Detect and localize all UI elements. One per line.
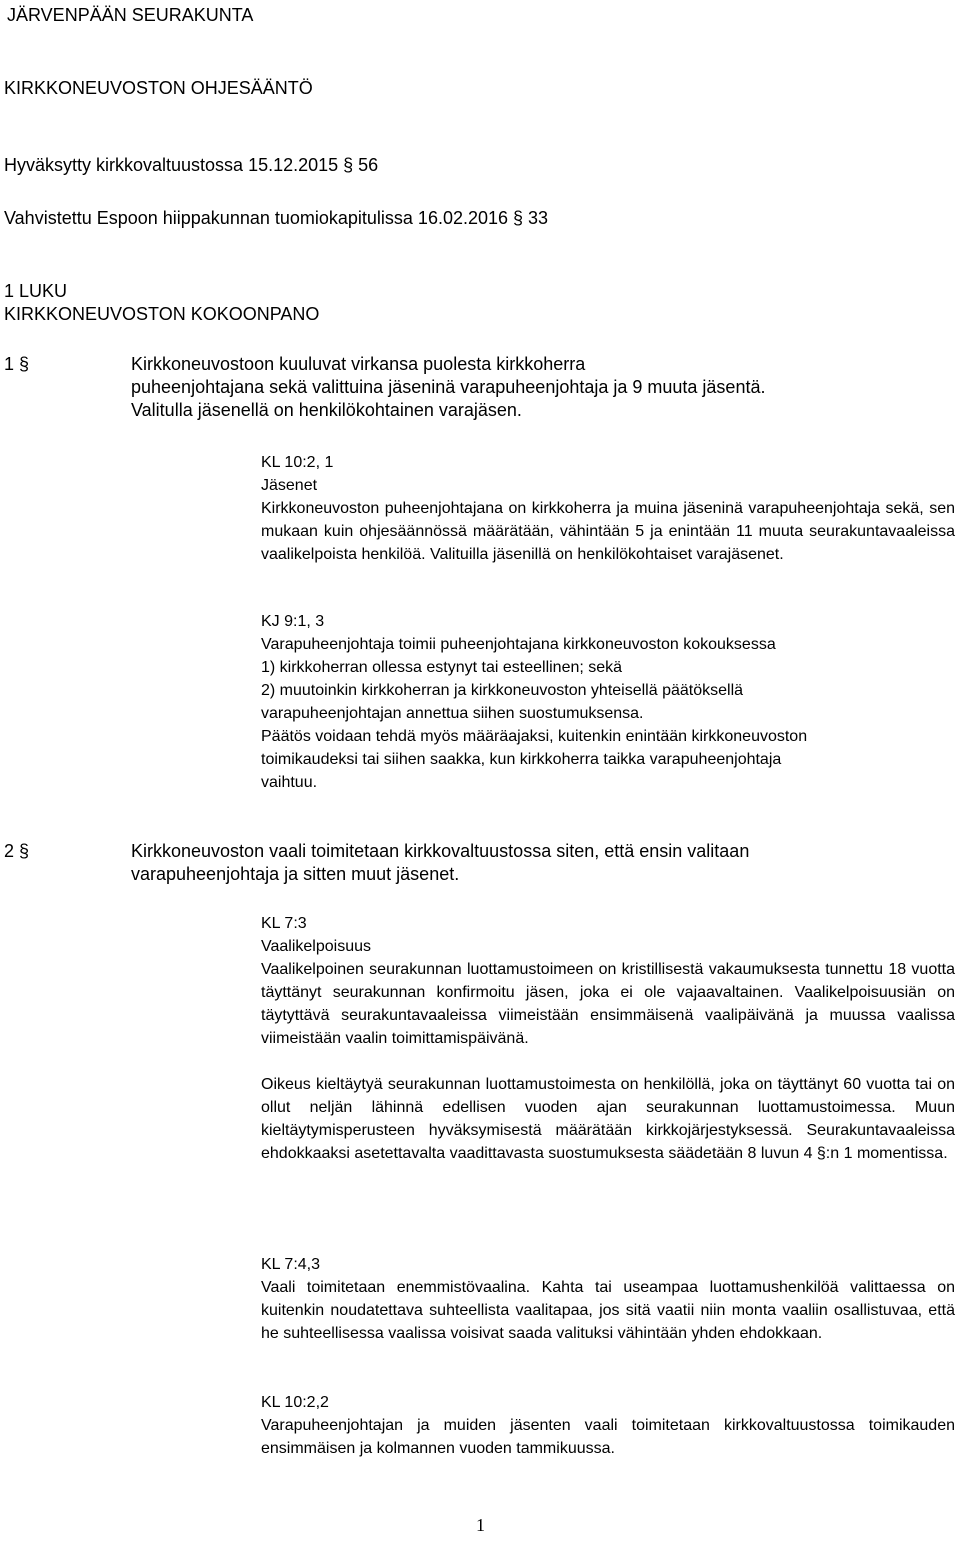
section-2-line: Kirkkoneuvoston vaali toimitetaan kirkkovaltuustossa siten, että ensin valitaan xyxy=(131,841,750,861)
reference-code: KL 7:4,3 xyxy=(261,1256,321,1273)
reference-text: Varapuheenjohtajan ja muiden jäsenten vaali toimitetaan kirkkovaltuustossa toimikauden ensimmäisen ja kolmannen vuoden tammikuussa. xyxy=(261,1417,955,1457)
reference-title: Vaalikelpoisuus xyxy=(261,938,371,955)
reference-line: Varapuheenjohtaja toimii puheenjohtajana kirkkoneuvoston kokouksessa xyxy=(261,636,776,653)
section-1-line: Kirkkoneuvostoon kuuluvat virkansa puolesta kirkkoherra xyxy=(131,354,586,374)
reference-text: Kirkkoneuvoston puheenjohtajana on kirkkoherra ja muina jäseninä varapuheenjohtaja sekä, sen mukaan kuin ohjesäännössä määrätään, vähintään 5 ja enintään 11 muuta seurakuntavaaleissa vaalikelpoista henkilöä. Valituilla jäsenillä on henkilökohtaiset varajäsenet. xyxy=(261,500,955,563)
reference-text: Vaalikelpoinen seurakunnan luottamustoimeen on kristillisestä vakaumuksesta tunnettu 18 vuotta täyttänyt seurakunnan konfirmoitu jäsen, joka ei ole vajaavaltainen. Vaalikelpoisuusiän on täytyttävä seurakuntavaaleissa viimeistään ensimmäisenä vaalipäivänä ja muussa vaalissa viimeistään vaalin toimittamispäivänä. xyxy=(261,961,955,1047)
law-reference-kl-7-3 xyxy=(261,912,955,1165)
confirmation-note: Vahvistettu Espoon hiippakunnan tuomiokapitulissa 16.02.2016 § 33 xyxy=(4,208,549,228)
reference-code: KL 7:3 xyxy=(261,915,307,932)
approval-note: Hyväksytty kirkkovaltuustossa 15.12.2015 § 56 xyxy=(4,155,379,175)
reference-code: KJ 9:1, 3 xyxy=(261,613,325,630)
reference-text: Oikeus kieltäytyä seurakunnan luottamustoimesta on henkilöllä, joka on täyttänyt 60 vuotta tai on ollut neljän lähinnä edellisen vuoden ajan seurakunnan luottamustoimessa. Muun kieltäytymisperusteen hyväksymisestä määrätään kirkkojärjestyksessä. Seurakuntavaaleissa ehdokkaaksi asetettavalta vaadittavasta suostumuksesta säädetään 8 luvun 4 §:n 1 momentissa. xyxy=(261,1076,955,1162)
section-1-body xyxy=(131,353,765,422)
reference-title: Jäsenet xyxy=(261,477,318,494)
section-2-number: 2 § xyxy=(4,841,30,861)
parish-name: JÄRVENPÄÄN SEURAKUNTA xyxy=(7,5,254,25)
section-1-line: Valitulla jäsenellä on henkilökohtainen varajäsen. xyxy=(131,400,522,420)
chapter-number: 1 LUKU xyxy=(4,281,68,301)
reference-code: KL 10:2,2 xyxy=(261,1394,329,1411)
page-number: 1 xyxy=(476,1515,485,1535)
law-reference-kl-10-2-2 xyxy=(261,1391,955,1460)
section-2-body xyxy=(131,840,749,886)
reference-code: KL 10:2, 1 xyxy=(261,454,334,471)
reference-line: 2) muutoinkin kirkkoherran ja kirkkoneuvoston yhteisellä päätöksellä xyxy=(261,682,744,699)
section-1-line: puheenjohtajana sekä valittuina jäseninä varapuheenjohtaja ja 9 muuta jäsentä. xyxy=(131,377,766,397)
reference-text: Vaali toimitetaan enemmistövaalina. Kahta tai useampaa luottamushenkilöä valittaessa on kuitenkin noudatettava suhteellista vaalitapaa, jos sitä vaatii niin monta vaaliin osallistuvaa, että he suhteellisessa vaalissa voisivat saada valituksi vähintään yhden ehdokkaan. xyxy=(261,1279,955,1342)
chapter-title: KIRKKONEUVOSTON KOKOONPANO xyxy=(4,304,320,324)
reference-line: Päätös voidaan tehdä myös määräajaksi, kuitenkin enintään kirkkoneuvoston xyxy=(261,728,808,745)
document-title: KIRKKONEUVOSTON OHJESÄÄNTÖ xyxy=(4,78,313,98)
reference-line: 1) kirkkoherran ollessa estynyt tai esteellinen; sekä xyxy=(261,659,623,676)
law-reference-kl-7-4-3 xyxy=(261,1253,955,1345)
section-2-line: varapuheenjohtaja ja sitten muut jäsenet. xyxy=(131,864,460,884)
reference-line: toimikaudeksi tai siihen saakka, kun kirkkoherra taikka varapuheenjohtaja xyxy=(261,751,782,768)
law-reference-kl-10-2-1 xyxy=(261,451,955,566)
reference-line: varapuheenjohtajan annettua siihen suostumuksensa. xyxy=(261,705,644,722)
reference-line: vaihtuu. xyxy=(261,774,318,791)
law-reference-kj-9-1-3 xyxy=(261,610,955,794)
section-1-number: 1 § xyxy=(4,354,30,374)
